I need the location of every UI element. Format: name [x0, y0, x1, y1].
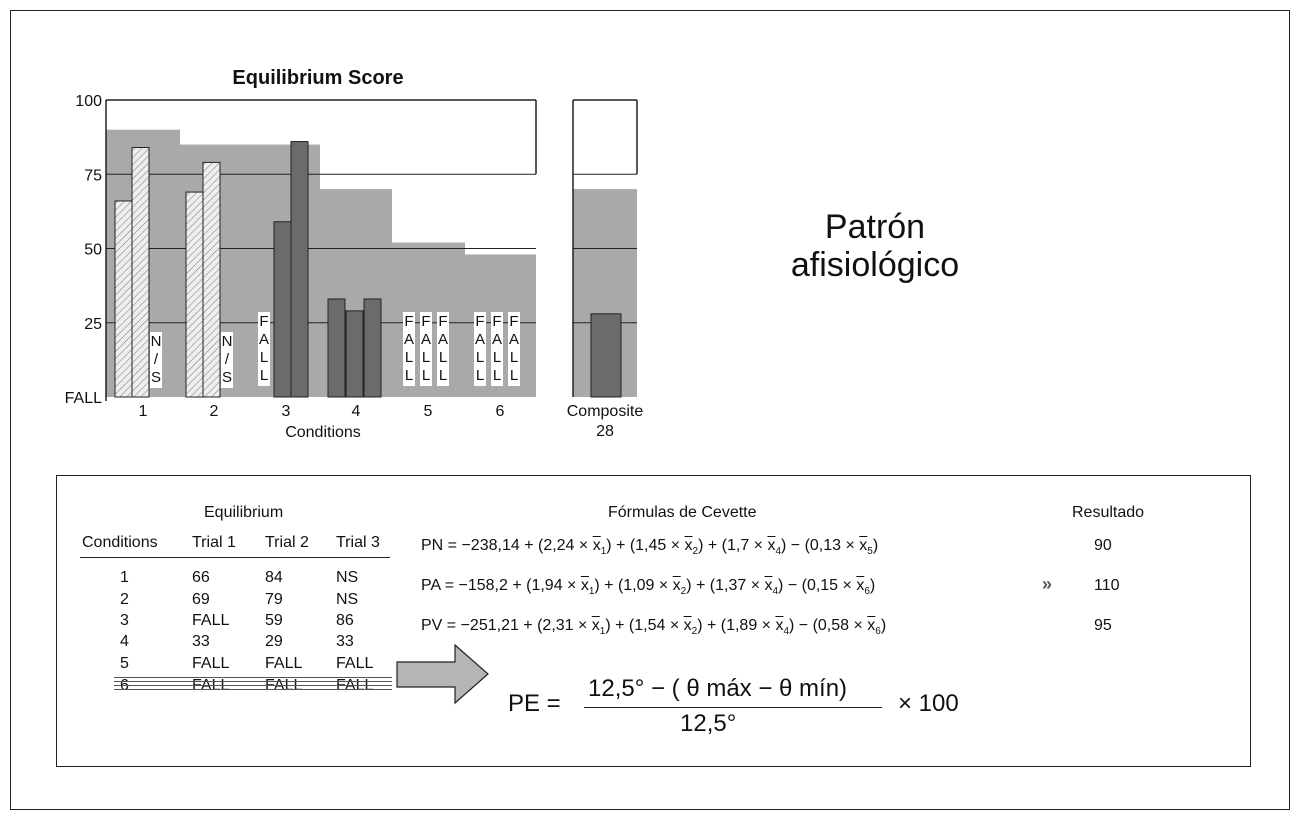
bar-marker-letter: A — [491, 331, 503, 348]
table-header-trial1: Trial 1 — [192, 534, 236, 551]
bar-marker-letter: L — [259, 367, 269, 384]
formula-term: + $(2,24 \times \overline{x}_1)$ — [519, 537, 612, 558]
row6-strike-line — [114, 689, 392, 690]
table-cell: FALL — [192, 677, 230, 694]
formula-head: PA = −158,2 — [421, 577, 508, 594]
formula-term: + $(1,37 \times \overline{x}_4)$ — [691, 577, 784, 598]
table-cell: NS — [336, 591, 359, 608]
bar-condition-4-trial-2 — [346, 311, 363, 397]
table-cell: FALL — [336, 655, 374, 672]
pe-multiplier: × 100 — [898, 690, 959, 717]
bar-condition-3-trial-3 — [291, 142, 308, 397]
table-cell: 33 — [336, 633, 354, 650]
bar-marker-letter: L — [492, 367, 502, 384]
table-cell: 84 — [265, 569, 283, 586]
table-header-trial2: Trial 2 — [265, 534, 309, 551]
formula-head: PV = −251,21 — [421, 617, 519, 634]
table-header-rule — [80, 557, 390, 558]
table-header-conditions: Conditions — [82, 534, 158, 551]
bar-marker-letter: L — [421, 349, 431, 366]
results-header: Resultado — [1072, 504, 1145, 521]
bar-condition-2-trial-2 — [203, 162, 220, 397]
formula-term: + $(1,45 \times \overline{x}_2)$ — [611, 537, 704, 558]
bar-marker-letter: N — [150, 333, 162, 350]
pe-fraction-bar — [584, 707, 882, 708]
table-header-trial3: Trial 3 — [336, 534, 380, 551]
bar-marker-letter: L — [404, 349, 414, 366]
x-tick-label: 1 — [138, 403, 148, 420]
y-tick-label: 25 — [84, 315, 102, 333]
bar-condition-4-trial-1 — [328, 299, 345, 397]
right-arrow-icon — [395, 640, 495, 710]
y-tick-label: 100 — [75, 93, 102, 110]
formula-term: − $(0,15 \times \overline{x}_6)$ — [783, 577, 876, 598]
formula-term: + $(1,7 \times \overline{x}_4)$ — [703, 537, 787, 558]
formula-line — [421, 577, 875, 601]
table-cell: FALL — [192, 655, 230, 672]
bar-condition-2-trial-1 — [186, 192, 203, 397]
bar-condition-1-trial-1 — [115, 201, 132, 397]
formulas-header: Fórmulas de Cevette — [608, 504, 757, 521]
bar-marker-letter: L — [421, 367, 431, 384]
pe-numerator: 12,5° − ( θ máx − θ mín) — [588, 675, 848, 702]
table-cell: FALL — [265, 677, 303, 694]
table-cell: NS — [336, 569, 359, 586]
row6-strike-line — [114, 677, 392, 678]
bar-condition-3-trial-2 — [274, 222, 291, 397]
table-cell: 1 — [120, 569, 129, 586]
bar-marker-letter: S — [150, 369, 162, 386]
result-pn: 90 — [1094, 537, 1112, 554]
bar-marker-letter: L — [404, 367, 414, 384]
bar-marker-letter: F — [509, 313, 519, 330]
formula-term: − $(0,13 \times \overline{x}_5)$ — [786, 537, 879, 558]
formula-line — [421, 617, 886, 641]
bar-marker-letter: / — [153, 351, 159, 368]
table-cell: 3 — [120, 612, 129, 629]
table-cell: FALL — [265, 655, 303, 672]
bar-marker-letter: A — [437, 331, 449, 348]
result-pv: 95 — [1094, 617, 1112, 634]
table-cell: 66 — [192, 569, 210, 586]
table-cell: 59 — [265, 612, 283, 629]
bar-marker-letter: F — [404, 313, 414, 330]
formula-term: + $(1,89 \times \overline{x}_4)$ — [702, 617, 795, 638]
result-pa: 110 — [1094, 577, 1120, 594]
y-tick-label: FALL — [64, 390, 102, 407]
table-cell: 86 — [336, 612, 354, 629]
bar-marker-letter: L — [259, 349, 269, 366]
result-arrow-icon: » — [1042, 574, 1053, 594]
x-tick-label: 2 — [209, 403, 219, 420]
formula-term: + $(2,31 \times \overline{x}_1)$ — [518, 617, 611, 638]
row6-strike-line — [114, 681, 392, 682]
table-cell: 6 — [120, 677, 129, 694]
side-title-line2: afisiológico — [790, 246, 960, 284]
bar-condition-1-trial-2 — [132, 148, 149, 397]
formula-term: + $(1,09 \times \overline{x}_2)$ — [599, 577, 692, 598]
side-title-line1: Patrón — [824, 208, 926, 246]
pe-denominator: 12,5° — [680, 710, 737, 737]
bar-marker-letter: A — [508, 331, 520, 348]
bar-marker-letter: F — [438, 313, 448, 330]
formula-line — [421, 537, 878, 561]
table-cell: 33 — [192, 633, 210, 650]
x-tick-label: 4 — [351, 403, 361, 420]
bar-marker-letter: F — [259, 313, 269, 330]
bar-marker-letter: A — [420, 331, 432, 348]
formula-head: PN = −238,14 — [421, 537, 520, 554]
bar-marker-letter: F — [421, 313, 431, 330]
bar-marker-letter: L — [475, 349, 485, 366]
y-tick-label: 75 — [84, 167, 102, 185]
table-cell: 5 — [120, 655, 129, 672]
bar-marker-letter: L — [492, 349, 502, 366]
formula-term: + $(1,54 \times \overline{x}_2)$ — [610, 617, 703, 638]
bar-marker-letter: L — [438, 349, 448, 366]
bar-marker-letter: L — [475, 367, 485, 384]
table-cell: 79 — [265, 591, 283, 608]
table-cell: FALL — [336, 677, 374, 694]
composite-bar — [591, 314, 621, 397]
side-title — [730, 208, 1020, 284]
x-tick-label: 6 — [495, 403, 505, 420]
table-cell: FALL — [192, 612, 230, 629]
composite-value: 28 — [596, 423, 614, 440]
table-cell: 2 — [120, 591, 129, 608]
x-tick-label: 5 — [423, 403, 433, 420]
formula-term: − $(0,58 \times \overline{x}_6)$ — [794, 617, 887, 638]
table-cell: 69 — [192, 591, 210, 608]
bar-marker-letter: / — [224, 351, 230, 368]
pe-lhs: PE = — [508, 690, 561, 717]
row6-strike-line — [114, 685, 392, 686]
bar-marker-letter: L — [509, 367, 519, 384]
x-axis-label: Conditions — [285, 424, 361, 441]
bar-marker-letter: F — [475, 313, 485, 330]
formula-term: + $(1,94 \times \overline{x}_1)$ — [507, 577, 600, 598]
y-tick-label: 50 — [84, 241, 102, 259]
bar-marker-letter: L — [509, 349, 519, 366]
bar-marker-letter: A — [258, 331, 270, 348]
bar-marker-letter: S — [221, 369, 233, 386]
table-group-header: Equilibrium — [204, 504, 284, 521]
bar-marker-letter: A — [403, 331, 415, 348]
table-cell: 29 — [265, 633, 283, 650]
chart-title: Equilibrium Score — [232, 67, 404, 89]
x-tick-label: 3 — [281, 403, 291, 420]
table-cell: 4 — [120, 633, 129, 650]
composite-label: Composite — [566, 403, 644, 420]
bar-marker-letter: N — [221, 333, 233, 350]
bar-condition-4-trial-3 — [364, 299, 381, 397]
bar-marker-letter: A — [474, 331, 486, 348]
bar-marker-letter: L — [438, 367, 448, 384]
bar-marker-letter: F — [492, 313, 502, 330]
